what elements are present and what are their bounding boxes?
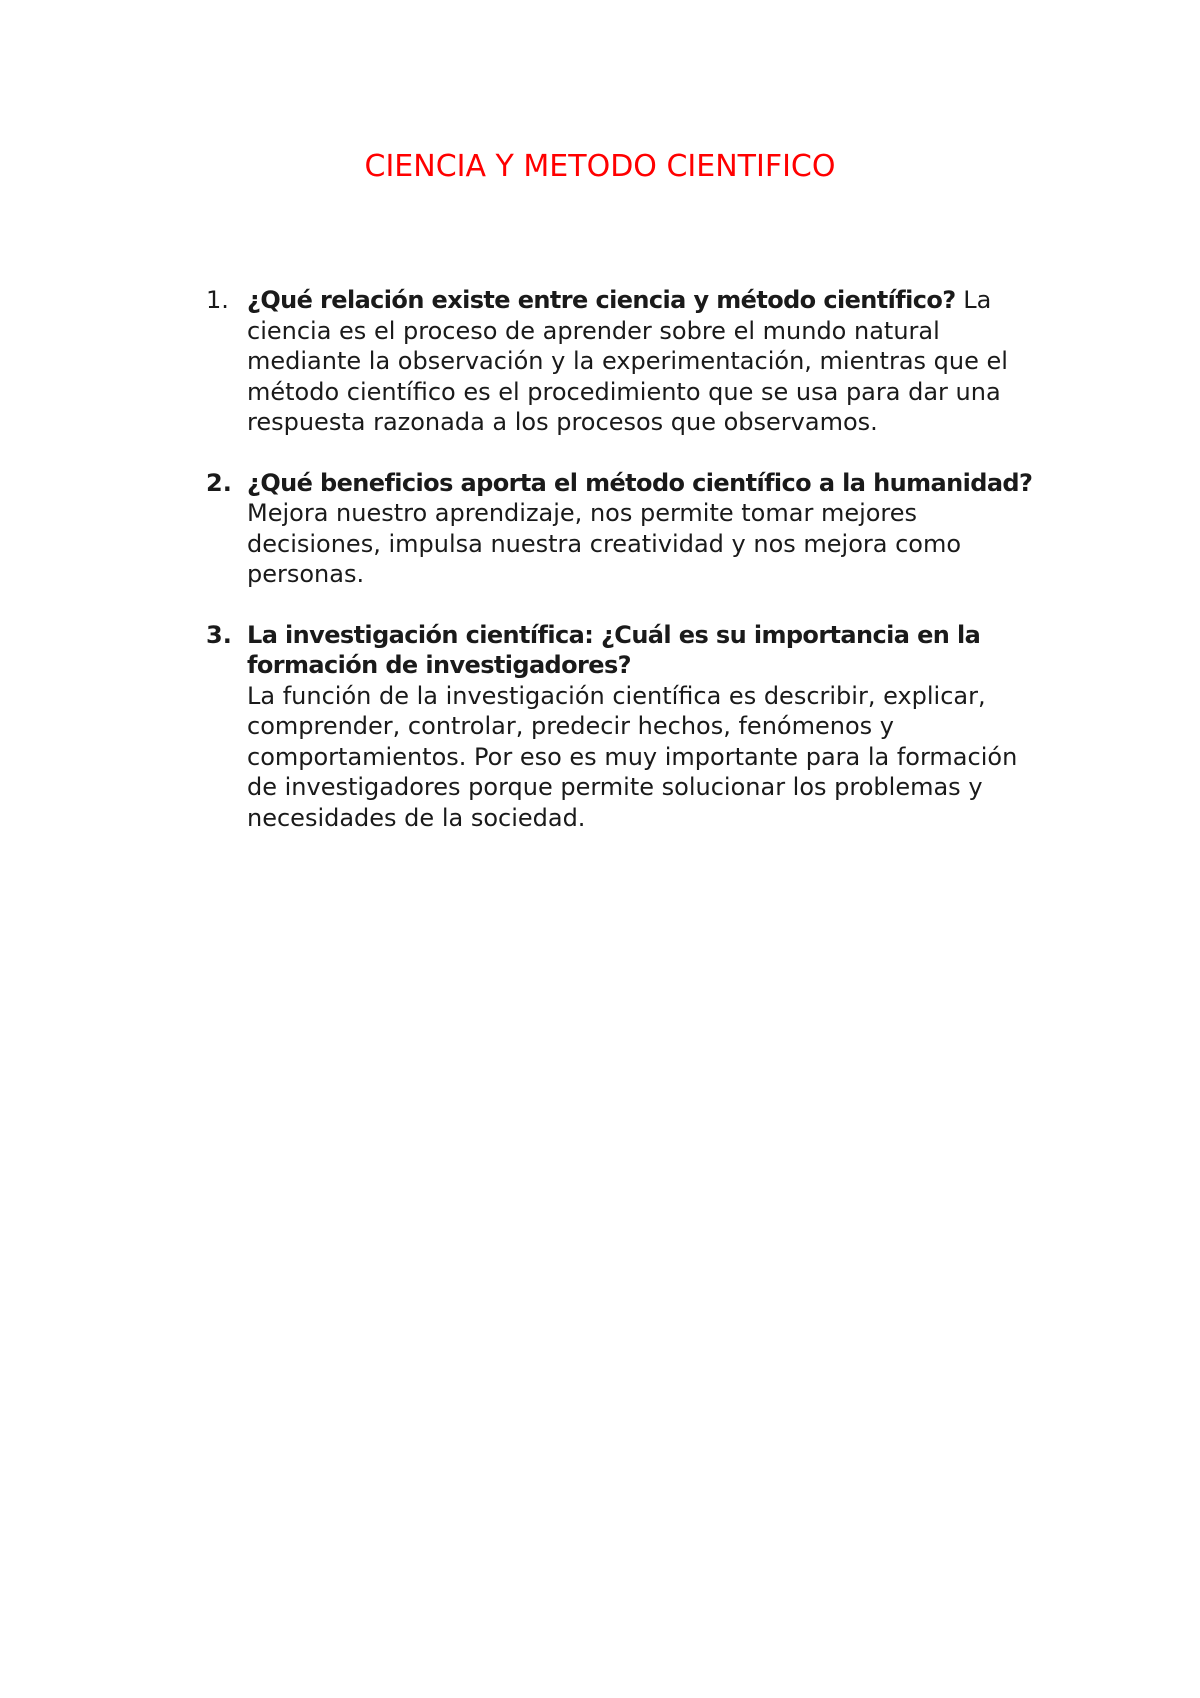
question-paragraph [247,468,1036,590]
question-item-1 [206,285,1036,438]
question-text: ¿Qué beneficios aporta el método científico a la humanidad? [247,468,1033,497]
page-title: CIENCIA Y METODO CIENTIFICO [364,149,836,184]
answer-text: La ciencia es el proceso de aprender sobre el mundo natural mediante la observación y la experimentación, mientras que el método científico es el procedimiento que se usa para dar una respuesta razonada a los procesos que observamos. [247,286,1008,436]
answer-text: La función de la investigación científica es describir, explicar, comprender, controlar, predecir hechos, fenómenos y comportamientos. Por eso es muy importante para la formación de investigadores porque permite solucionar los problemas y necesidades de la sociedad. [247,681,1018,832]
question-number: 1. [206,286,229,314]
question-list [206,285,1036,863]
question-item-3 [206,620,1036,834]
question-item-2 [206,468,1036,590]
question-number: 3. [206,620,232,649]
question-number: 2. [206,468,232,497]
question-text: La investigación científica: ¿Cuál es su importancia en la formación de investigadores? [247,620,981,679]
question-paragraph [247,620,1036,834]
answer-text: Mejora nuestro aprendizaje, nos permite tomar mejores decisiones, impulsa nuestra creatividad y nos mejora como personas. [247,499,962,588]
question-paragraph [247,285,1036,438]
question-text: ¿Qué relación existe entre ciencia y método científico? [247,286,956,314]
